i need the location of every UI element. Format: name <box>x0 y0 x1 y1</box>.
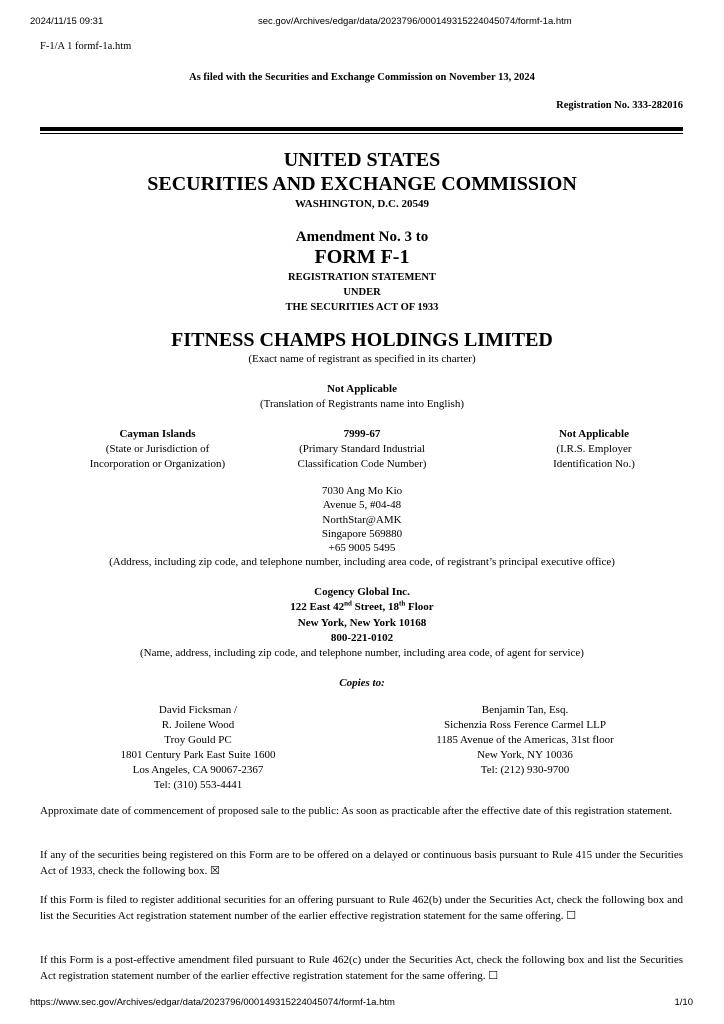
agency-line-2: SECURITIES AND EXCHANGE COMMISSION <box>147 173 577 195</box>
paragraph-rule-415-text: If any of the securities being registered on this Form are to be offered on a delayed or continuous basis pursuant to Rule 415 under the Securities Act of 1933, check the following box. <box>40 849 683 877</box>
registration-number: Registration No. 333-282016 <box>556 100 683 111</box>
irs-label-1: (I.R.S. Employer <box>556 443 632 455</box>
irs-value: Not Applicable <box>559 428 629 440</box>
counsel-left-line-1: David Ficksman / <box>158 704 238 716</box>
agent-note: (Name, address, including zip code, and telephone number, including area code, of agent for service) <box>140 647 584 659</box>
divider-thick <box>40 127 683 131</box>
counsel-right <box>415 703 635 778</box>
agency-line-1: UNITED STATES <box>283 149 441 171</box>
counsel-right-line-5: Tel: (212) 930-9700 <box>480 764 570 776</box>
form-name: FORM F-1 <box>314 246 410 268</box>
irs-block <box>476 427 712 472</box>
print-footer-url: https://www.sec.gov/Archives/edgar/data/2023796/000149315224045074/formf-1a.htm <box>30 997 395 1008</box>
sic-code-block <box>245 427 479 472</box>
counsel-left-line-2: R. Joilene Wood <box>161 719 235 731</box>
registrant-name-note: (Exact name of registrant as specified in its charter) <box>248 353 476 365</box>
paragraph-rule-462b <box>40 892 683 924</box>
form-sub-3: THE SECURITIES ACT OF 1933 <box>285 302 439 313</box>
jurisdiction-block <box>40 427 275 472</box>
jurisdiction-label-2: Incorporation or Organization) <box>89 458 226 470</box>
address-phone: +65 9005 5495 <box>328 542 396 555</box>
paragraph-rule-415 <box>40 847 683 879</box>
counsel-left-line-5: Los Angeles, CA 90067-2367 <box>132 764 264 776</box>
counsel-right-line-1: Benjamin Tan, Esq. <box>481 704 569 716</box>
counsel-left <box>90 703 306 793</box>
counsel-right-line-4: New York, NY 10036 <box>477 749 573 761</box>
address-line-4: Singapore 569880 <box>321 527 403 540</box>
sic-code-label-2: Classification Code Number) <box>297 458 427 470</box>
counsel-right-line-2: Sichenzia Ross Ference Carmel LLP <box>444 719 606 731</box>
rule-462c-checkbox[interactable]: ☐ <box>488 970 499 982</box>
jurisdiction-value: Cayman Islands <box>119 428 196 440</box>
form-sub-2: UNDER <box>343 287 381 298</box>
divider-thin <box>40 133 683 134</box>
registrant-name: FITNESS CHAMPS HOLDINGS LIMITED <box>171 329 553 351</box>
translation-value: Not Applicable <box>327 383 397 395</box>
sic-code-label-1: (Primary Standard Industrial <box>299 443 425 455</box>
paragraph-rule-462b-text: If this Form is filed to register additional securities for an offering pursuant to Rule 462(b) under the Securities Act, check the following box and list the Securities Act registration statement number of the earlier effective registration statement for the same offering. <box>40 894 683 922</box>
agent-phone: 800-221-0102 <box>330 632 394 644</box>
agency-line-3: WASHINGTON, D.C. 20549 <box>295 198 429 210</box>
translation-note: (Translation of Registrants name into English) <box>260 398 464 410</box>
paragraph-commencement: Approximate date of commencement of proposed sale to the public: As soon as practicable after the effective date of this registration statement. <box>40 805 673 817</box>
address-line-1: 7030 Ang Mo Kio <box>321 485 403 497</box>
print-url: sec.gov/Archives/edgar/data/2023796/000149315224045074/formf-1a.htm <box>258 16 572 27</box>
counsel-left-line-3: Troy Gould PC <box>164 734 232 746</box>
counsel-left-line-6: Tel: (310) 553-4441 <box>153 779 243 791</box>
agent-street-sup-2: th <box>399 599 406 608</box>
address-note: (Address, including zip code, and telephone number, including area code, of registrant’s principal executive office) <box>109 556 615 568</box>
sic-code-value: 7999-67 <box>343 428 381 440</box>
filed-line: As filed with the Securities and Exchange Commission on November 13, 2024 <box>189 72 535 83</box>
document-label: F-1/A 1 formf-1a.htm <box>40 41 132 52</box>
rule-415-checkbox[interactable]: ☒ <box>210 865 221 877</box>
jurisdiction-label-1: (State or Jurisdiction of <box>105 443 210 455</box>
address-line-2: Avenue 5, #04-48 <box>322 499 402 512</box>
agent-street-b: Street, 18 <box>351 601 400 613</box>
form-sub-1: REGISTRATION STATEMENT <box>288 272 436 283</box>
agent-street-a: 122 East 42 <box>290 601 345 613</box>
rule-462b-checkbox[interactable]: ☐ <box>566 910 577 922</box>
paragraph-rule-462c-text: If this Form is a post-effective amendment filed pursuant to Rule 462(c) under the Securities Act, check the following box and list the Securities Act registration statement number of the earlier effective registration statement for the same offering. <box>40 954 683 982</box>
print-page-number: 1/10 <box>674 997 693 1008</box>
counsel-right-line-3: 1185 Avenue of the Americas, 31st floor <box>436 734 614 746</box>
print-timestamp: 2024/11/15 09:31 <box>30 16 104 27</box>
agent-street-c: Floor <box>405 601 434 613</box>
agent-city: New York, New York 10168 <box>297 617 427 629</box>
registrant-address <box>0 484 724 555</box>
agent-street <box>0 601 724 613</box>
address-line-3: NorthStar@AMK <box>322 513 402 526</box>
agent-name: Cogency Global Inc. <box>314 586 410 598</box>
paragraph-rule-462c <box>40 952 683 984</box>
counsel-left-line-4: 1801 Century Park East Suite 1600 <box>120 749 276 761</box>
amendment-line: Amendment No. 3 to <box>295 229 429 245</box>
agent-street-sup-1: nd <box>344 599 352 608</box>
irs-label-2: Identification No.) <box>553 458 635 470</box>
copies-to-heading: Copies to: <box>339 677 385 689</box>
